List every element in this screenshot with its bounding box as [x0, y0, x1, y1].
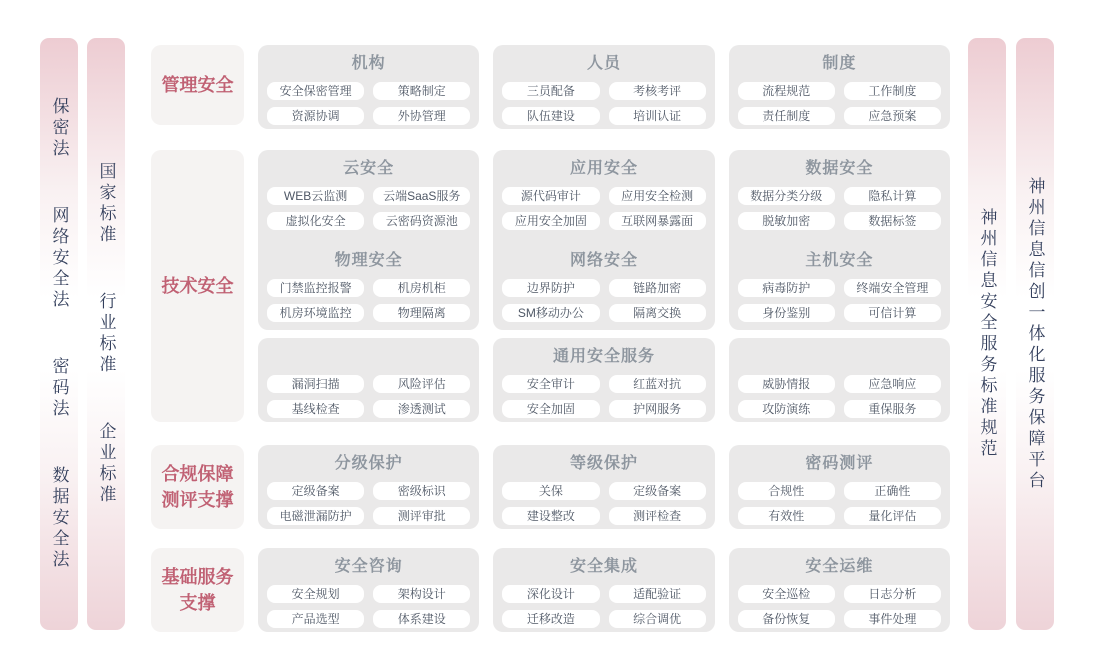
- service-pill: 应急预案: [844, 107, 941, 125]
- service-pill: 机房环境监控: [267, 304, 364, 322]
- group-title: 制度: [822, 55, 857, 72]
- service-pill: 测评检查: [609, 507, 706, 525]
- group-title: 云安全: [343, 160, 395, 177]
- pill-row: [729, 107, 950, 125]
- section-label-line: 基础服务: [161, 567, 234, 587]
- group-box: [729, 445, 950, 529]
- service-pill: 事件处理: [844, 610, 941, 628]
- pill-row: [729, 585, 950, 603]
- pill-row: [729, 400, 950, 418]
- pill-row: [258, 585, 479, 603]
- pill-row: [729, 304, 950, 322]
- service-column: [729, 445, 950, 529]
- service-pill: 安全审计: [502, 375, 599, 393]
- main-sections: [151, 0, 950, 670]
- service-pill: 应用安全加固: [502, 212, 599, 230]
- laws-bar: [40, 38, 78, 630]
- service-group: [729, 449, 950, 525]
- service-group: [729, 49, 950, 125]
- section-management-security: [151, 45, 950, 125]
- pill-row: [729, 482, 950, 500]
- group-title: 物理安全: [334, 252, 403, 269]
- pill-row: [258, 375, 479, 393]
- group-box: [258, 445, 479, 529]
- group-title: 密码测评: [805, 455, 874, 472]
- pill-row: [493, 187, 714, 205]
- group-box: [258, 150, 479, 330]
- pill-row: [493, 585, 714, 603]
- service-pill: 重保服务: [844, 400, 941, 418]
- service-pill: 红蓝对抗: [609, 375, 706, 393]
- section-columns: [258, 45, 950, 125]
- service-pill: SM移动办公: [502, 304, 599, 322]
- service-column: [258, 548, 479, 632]
- standards-bar: [87, 38, 125, 630]
- service-group: [729, 246, 950, 322]
- pill-row: [258, 187, 479, 205]
- group-box: [729, 338, 950, 422]
- pill-row: [258, 304, 479, 322]
- pill-row: [729, 375, 950, 393]
- pill-row: [493, 610, 714, 628]
- service-column: [729, 548, 950, 632]
- pill-row: [493, 400, 714, 418]
- section-columns: [258, 150, 950, 422]
- service-group: [729, 342, 950, 418]
- service-pill: 门禁监控报警: [267, 279, 364, 297]
- service-pill: 终端安全管理: [844, 279, 941, 297]
- service-pill: 适配验证: [609, 585, 706, 603]
- service-group: [729, 154, 950, 230]
- pill-row: [729, 212, 950, 230]
- section-compliance-evaluation-support: [151, 445, 950, 529]
- pill-row: [729, 610, 950, 628]
- group-title: 安全集成: [569, 558, 638, 575]
- service-pill: 关保: [502, 482, 599, 500]
- service-pill: 应急响应: [844, 375, 941, 393]
- group-title: 安全运维: [805, 558, 874, 575]
- service-pill: 电磁泄漏防护: [267, 507, 364, 525]
- service-group: [493, 49, 714, 125]
- section-label-line: 支撑: [179, 593, 216, 613]
- service-pill: 互联网暴露面: [609, 212, 706, 230]
- group-title: 数据安全: [805, 160, 874, 177]
- service-column: [729, 150, 950, 422]
- section-label: [151, 150, 244, 422]
- laws-bar-text: 保密法 网络安全法 密码法 数据安全法: [49, 97, 69, 571]
- service-pill: 密级标识: [373, 482, 470, 500]
- service-pill: 日志分析: [844, 585, 941, 603]
- service-pill: 安全加固: [502, 400, 599, 418]
- service-group: [258, 154, 479, 230]
- service-group: [493, 552, 714, 628]
- service-pill: 工作制度: [844, 82, 941, 100]
- group-box: [493, 445, 714, 529]
- group-box: [258, 548, 479, 632]
- pill-row: [729, 187, 950, 205]
- service-column: [258, 45, 479, 125]
- service-pill: 威胁情报: [738, 375, 835, 393]
- service-pill: 链路加密: [609, 279, 706, 297]
- section-label: [151, 445, 244, 529]
- service-pill: 三员配备: [502, 82, 599, 100]
- pill-row: [258, 400, 479, 418]
- group-title: 人员: [586, 55, 621, 72]
- service-pill: 测评审批: [373, 507, 470, 525]
- group-title: 网络安全: [569, 252, 638, 269]
- pill-row: [493, 82, 714, 100]
- service-pill: 渗透测试: [373, 400, 470, 418]
- group-box: [729, 150, 950, 330]
- service-pill: 边界防护: [502, 279, 599, 297]
- service-column: [493, 548, 714, 632]
- section-label-line: 测评支撑: [161, 490, 234, 510]
- service-pill: 安全规划: [267, 585, 364, 603]
- service-pill: 有效性: [738, 507, 835, 525]
- section-label-line: 合规保障: [161, 464, 234, 484]
- service-pill: 数据标签: [844, 212, 941, 230]
- service-pill: 脱敏加密: [738, 212, 835, 230]
- pill-row: [493, 279, 714, 297]
- service-pill: 责任制度: [738, 107, 835, 125]
- service-group: [258, 449, 479, 525]
- service-pill: WEB云监测: [267, 187, 364, 205]
- service-pill: 物理隔离: [373, 304, 470, 322]
- service-pill: 隔离交换: [609, 304, 706, 322]
- service-group: [493, 246, 714, 322]
- platform-bar: [1016, 38, 1054, 630]
- pill-row: [493, 107, 714, 125]
- group-title: 应用安全: [569, 160, 638, 177]
- service-pill: 资源协调: [267, 107, 364, 125]
- section-technical-security: [151, 150, 950, 422]
- service-group: [729, 552, 950, 628]
- service-group: [258, 246, 479, 322]
- group-title: 通用安全服务: [552, 348, 655, 365]
- service-group: [493, 449, 714, 525]
- group-box: [493, 45, 714, 129]
- pill-row: [258, 482, 479, 500]
- pill-row: [493, 482, 714, 500]
- service-pill: 迁移改造: [502, 610, 599, 628]
- group-box: [493, 548, 714, 632]
- section-basic-service-support: [151, 548, 950, 632]
- service-group: [493, 342, 714, 418]
- service-group: [258, 342, 479, 418]
- group-title: [729, 346, 950, 368]
- service-pill: 流程规范: [738, 82, 835, 100]
- service-column: [729, 45, 950, 125]
- service-group: [258, 49, 479, 125]
- service-pill: 策略制定: [373, 82, 470, 100]
- service-pill: 备份恢复: [738, 610, 835, 628]
- pill-row: [729, 279, 950, 297]
- pill-row: [258, 212, 479, 230]
- service-pill: 安全巡检: [738, 585, 835, 603]
- service-pill: 身份鉴别: [738, 304, 835, 322]
- group-title: 分级保护: [334, 455, 403, 472]
- pill-row: [258, 107, 479, 125]
- service-pill: 漏洞扫描: [267, 375, 364, 393]
- service-pill: 培训认证: [609, 107, 706, 125]
- service-pill: 云端SaaS服务: [373, 187, 470, 205]
- section-label-line: 管理安全: [161, 75, 234, 95]
- service-pill: 病毒防护: [738, 279, 835, 297]
- pill-row: [258, 82, 479, 100]
- service-pill: 建设整改: [502, 507, 599, 525]
- service-pill: 定级备案: [267, 482, 364, 500]
- service-pill: 体系建设: [373, 610, 470, 628]
- pill-row: [493, 507, 714, 525]
- service-pill: 量化评估: [844, 507, 941, 525]
- pill-row: [258, 507, 479, 525]
- service-column: [493, 45, 714, 125]
- group-box: [493, 338, 714, 422]
- service-group: [258, 552, 479, 628]
- group-title: [258, 346, 479, 368]
- group-box: [493, 150, 714, 330]
- section-label-line: 技术安全: [161, 276, 234, 296]
- group-title: 安全咨询: [334, 558, 403, 575]
- platform-bar-text: 神州信息信创一体化服务保障平台: [1025, 176, 1045, 492]
- service-pill: 队伍建设: [502, 107, 599, 125]
- pill-row: [493, 375, 714, 393]
- service-column: [493, 445, 714, 529]
- service-pill: 应用安全检测: [609, 187, 706, 205]
- group-box: [258, 45, 479, 129]
- service-pill: 深化设计: [502, 585, 599, 603]
- group-title: 主机安全: [805, 252, 874, 269]
- service-pill: 合规性: [738, 482, 835, 500]
- service-pill: 机房机柜: [373, 279, 470, 297]
- pill-row: [258, 279, 479, 297]
- service-standard-bar: [968, 38, 1006, 630]
- pill-row: [493, 212, 714, 230]
- group-title: 等级保护: [569, 455, 638, 472]
- service-pill: 外协管理: [373, 107, 470, 125]
- standards-bar-text: 国家标准 行业标准 企业标准: [96, 162, 116, 506]
- group-box: [258, 338, 479, 422]
- service-pill: 护网服务: [609, 400, 706, 418]
- service-group: [493, 154, 714, 230]
- service-pill: 基线检查: [267, 400, 364, 418]
- service-pill: 虚拟化安全: [267, 212, 364, 230]
- pill-row: [729, 82, 950, 100]
- service-pill: 攻防演练: [738, 400, 835, 418]
- section-label: [151, 548, 244, 632]
- service-pill: 云密码资源池: [373, 212, 470, 230]
- group-box: [729, 45, 950, 129]
- service-pill: 定级备案: [609, 482, 706, 500]
- service-pill: 源代码审计: [502, 187, 599, 205]
- service-pill: 考核考评: [609, 82, 706, 100]
- service-pill: 产品选型: [267, 610, 364, 628]
- service-pill: 综合调优: [609, 610, 706, 628]
- group-title: 机构: [351, 55, 386, 72]
- service-pill: 架构设计: [373, 585, 470, 603]
- section-columns: [258, 548, 950, 632]
- service-column: [493, 150, 714, 422]
- pill-row: [729, 507, 950, 525]
- pill-row: [258, 610, 479, 628]
- service-pill: 安全保密管理: [267, 82, 364, 100]
- service-column: [258, 445, 479, 529]
- pill-row: [493, 304, 714, 322]
- section-label: [151, 45, 244, 125]
- service-pill: 数据分类分级: [738, 187, 835, 205]
- service-standard-bar-text: 神州信息安全服务标准规范: [977, 208, 997, 460]
- service-pill: 可信计算: [844, 304, 941, 322]
- service-column: [258, 150, 479, 422]
- service-pill: 正确性: [844, 482, 941, 500]
- group-box: [729, 548, 950, 632]
- service-pill: 风险评估: [373, 375, 470, 393]
- section-columns: [258, 445, 950, 529]
- service-pill: 隐私计算: [844, 187, 941, 205]
